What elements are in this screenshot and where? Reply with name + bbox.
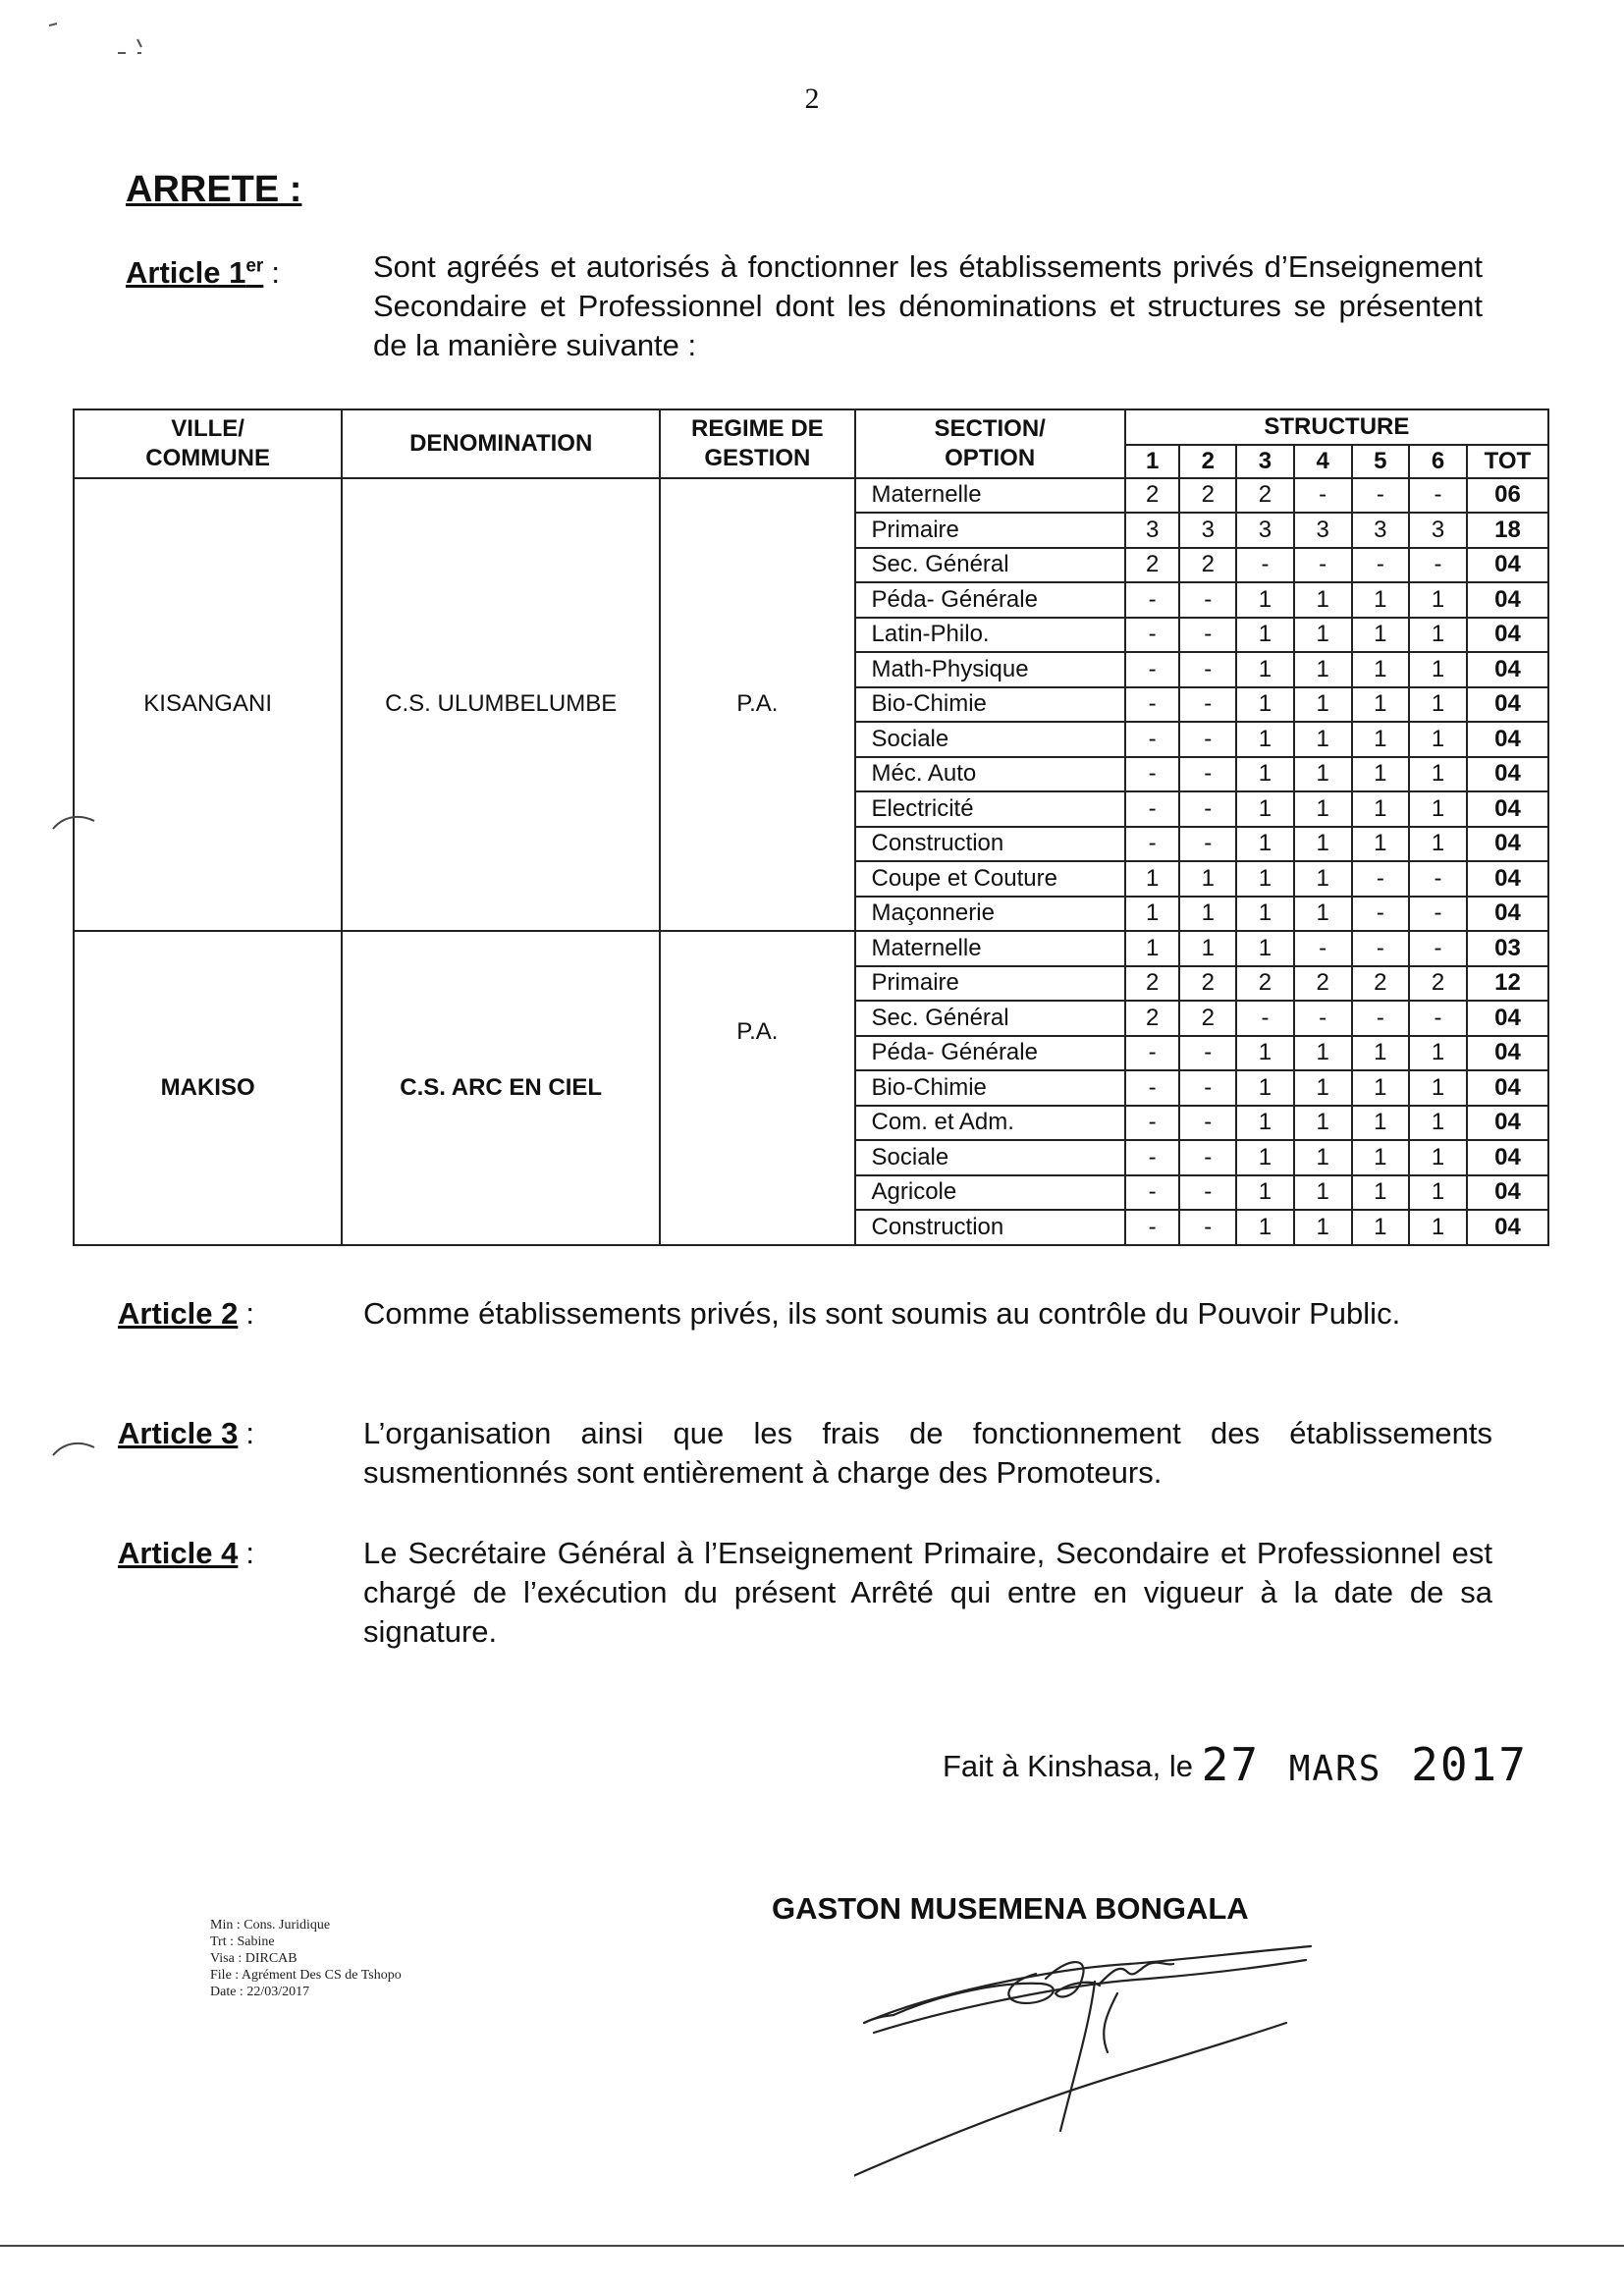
- reference-line: File : Agrément Des CS de Tshopo: [210, 1968, 402, 1983]
- year-4-cell: 1: [1294, 1070, 1352, 1106]
- year-3-cell: 1: [1236, 618, 1294, 653]
- year-2-cell: -: [1179, 1175, 1236, 1211]
- year-5-cell: -: [1352, 1001, 1410, 1036]
- total-cell: 04: [1467, 1001, 1548, 1036]
- option-cell: Coupe et Couture: [855, 861, 1125, 897]
- option-cell: Com. et Adm.: [855, 1106, 1125, 1141]
- year-6-cell: -: [1409, 931, 1467, 966]
- total-cell: 04: [1467, 757, 1548, 792]
- total-cell: 04: [1467, 548, 1548, 583]
- year-2-cell: 2: [1179, 478, 1236, 514]
- total-cell: 04: [1467, 1070, 1548, 1106]
- denomination-cell: C.S. ULUMBELUMBE: [342, 478, 660, 932]
- article-1-label: [126, 247, 371, 293]
- year-6-cell: -: [1409, 548, 1467, 583]
- total-cell: 04: [1467, 687, 1548, 723]
- article-1-label-sup: er: [245, 256, 264, 277]
- year-3-cell: 1: [1236, 1140, 1294, 1175]
- year-5-cell: -: [1352, 931, 1410, 966]
- year-4-cell: 1: [1294, 1210, 1352, 1245]
- year-4-cell: 1: [1294, 1175, 1352, 1211]
- year-4-cell: 1: [1294, 652, 1352, 687]
- hole-punch-mark-icon: [49, 1434, 108, 1463]
- header-year-1: 1: [1125, 445, 1180, 478]
- regime-cell: P.A.: [660, 931, 854, 1245]
- article-1-colon: :: [271, 255, 280, 291]
- year-5-cell: 1: [1352, 1070, 1410, 1106]
- year-4-cell: 1: [1294, 827, 1352, 862]
- ville-cell: KISANGANI: [74, 478, 342, 932]
- option-cell: Bio-Chimie: [855, 687, 1125, 723]
- year-2-cell: -: [1179, 1070, 1236, 1106]
- year-3-cell: 1: [1236, 791, 1294, 827]
- date-day: 27: [1201, 1738, 1261, 1791]
- year-2-cell: -: [1179, 827, 1236, 862]
- total-cell: 06: [1467, 478, 1548, 514]
- header-ville: [74, 409, 342, 478]
- year-2-cell: -: [1179, 757, 1236, 792]
- option-cell: Péda- Générale: [855, 1036, 1125, 1071]
- year-3-cell: 1: [1236, 582, 1294, 618]
- year-5-cell: 1: [1352, 618, 1410, 653]
- year-2-cell: -: [1179, 618, 1236, 653]
- year-4-cell: 1: [1294, 757, 1352, 792]
- article-2: [118, 1294, 1492, 1334]
- year-5-cell: 1: [1352, 1175, 1410, 1211]
- year-3-cell: 1: [1236, 687, 1294, 723]
- article-2-colon: :: [245, 1296, 254, 1331]
- year-2-cell: 1: [1179, 897, 1236, 932]
- year-3-cell: -: [1236, 548, 1294, 583]
- header-ville-line2: COMMUNE: [145, 444, 270, 471]
- header-structure: STRUCTURE: [1125, 409, 1548, 445]
- header-year-5: 5: [1352, 445, 1410, 478]
- year-5-cell: 1: [1352, 791, 1410, 827]
- total-cell: 04: [1467, 652, 1548, 687]
- article-2-label-text: Article 2: [118, 1296, 239, 1331]
- year-5-cell: 1: [1352, 1106, 1410, 1141]
- year-2-cell: -: [1179, 687, 1236, 723]
- year-4-cell: 1: [1294, 722, 1352, 757]
- header-year-4: 4: [1294, 445, 1352, 478]
- year-6-cell: 1: [1409, 1210, 1467, 1245]
- year-5-cell: 1: [1352, 757, 1410, 792]
- option-cell: Péda- Générale: [855, 582, 1125, 618]
- year-2-cell: -: [1179, 582, 1236, 618]
- total-cell: 04: [1467, 1175, 1548, 1211]
- year-3-cell: 1: [1236, 861, 1294, 897]
- ville-cell: MAKISO: [74, 931, 342, 1245]
- article-4: [118, 1534, 1492, 1652]
- year-6-cell: 1: [1409, 791, 1467, 827]
- article-2-label: [118, 1294, 363, 1334]
- article-3-label: [118, 1414, 363, 1453]
- option-cell: Construction: [855, 1210, 1125, 1245]
- reference-line: Visa : DIRCAB: [210, 1951, 298, 1966]
- option-cell: Maternelle: [855, 478, 1125, 514]
- header-tot: TOT: [1467, 445, 1548, 478]
- year-4-cell: -: [1294, 478, 1352, 514]
- reference-line: Trt : Sabine: [210, 1934, 275, 1949]
- header-year-2: 2: [1179, 445, 1236, 478]
- year-5-cell: 3: [1352, 513, 1410, 548]
- closing-date-line: [943, 1738, 1528, 1791]
- year-6-cell: 1: [1409, 1106, 1467, 1141]
- year-2-cell: -: [1179, 791, 1236, 827]
- year-2-cell: -: [1179, 652, 1236, 687]
- total-cell: 04: [1467, 1036, 1548, 1071]
- year-4-cell: -: [1294, 931, 1352, 966]
- header-section: [855, 409, 1125, 478]
- year-4-cell: 1: [1294, 861, 1352, 897]
- date-stamp: [1202, 1738, 1528, 1791]
- total-cell: 03: [1467, 931, 1548, 966]
- year-3-cell: 1: [1236, 1210, 1294, 1245]
- year-1-cell: -: [1125, 652, 1180, 687]
- year-1-cell: -: [1125, 757, 1180, 792]
- year-5-cell: -: [1352, 478, 1410, 514]
- year-6-cell: 1: [1409, 582, 1467, 618]
- year-3-cell: 1: [1236, 897, 1294, 932]
- year-3-cell: 3: [1236, 513, 1294, 548]
- year-2-cell: 2: [1179, 1001, 1236, 1036]
- header-ville-line1: VILLE/: [171, 414, 244, 442]
- article-3-colon: :: [245, 1416, 254, 1450]
- closing-place-text: Fait à Kinshasa, le: [943, 1749, 1194, 1783]
- year-1-cell: -: [1125, 791, 1180, 827]
- option-cell: Latin-Philo.: [855, 618, 1125, 653]
- year-1-cell: 2: [1125, 548, 1180, 583]
- year-5-cell: 1: [1352, 652, 1410, 687]
- option-cell: Bio-Chimie: [855, 1070, 1125, 1106]
- year-6-cell: 1: [1409, 618, 1467, 653]
- header-section-line1: SECTION/: [934, 414, 1046, 442]
- signature-image: [854, 1925, 1326, 2180]
- option-cell: Sec. Général: [855, 548, 1125, 583]
- year-4-cell: -: [1294, 1001, 1352, 1036]
- year-5-cell: 1: [1352, 582, 1410, 618]
- year-1-cell: -: [1125, 1140, 1180, 1175]
- footer-rule: [0, 2245, 1624, 2247]
- year-4-cell: 1: [1294, 1140, 1352, 1175]
- reference-line: Min : Cons. Juridique: [210, 1918, 331, 1933]
- total-cell: 04: [1467, 861, 1548, 897]
- scan-mark-icon: [39, 20, 157, 59]
- article-3-text: L’organisation ainsi que les frais de fonctionnement des établissements susmentionnés sont entièrement à charge des Promoteurs.: [363, 1416, 1492, 1490]
- option-cell: Primaire: [855, 513, 1125, 548]
- year-2-cell: -: [1179, 1106, 1236, 1141]
- year-3-cell: 1: [1236, 931, 1294, 966]
- year-6-cell: 1: [1409, 757, 1467, 792]
- year-1-cell: 2: [1125, 966, 1180, 1002]
- option-cell: Math-Physique: [855, 652, 1125, 687]
- year-1-cell: 1: [1125, 897, 1180, 932]
- year-5-cell: 1: [1352, 827, 1410, 862]
- year-6-cell: -: [1409, 1001, 1467, 1036]
- year-4-cell: 1: [1294, 582, 1352, 618]
- year-2-cell: -: [1179, 1140, 1236, 1175]
- article-4-text: Le Secrétaire Général à l’Enseignement Primaire, Secondaire et Professionnel est chargé de l’exécution du présent Arrêté qui entre en vigueur à la date de sa signature.: [363, 1536, 1492, 1649]
- year-6-cell: 1: [1409, 687, 1467, 723]
- year-6-cell: -: [1409, 897, 1467, 932]
- option-cell: Maçonnerie: [855, 897, 1125, 932]
- option-cell: Maternelle: [855, 931, 1125, 966]
- year-6-cell: -: [1409, 861, 1467, 897]
- year-6-cell: 1: [1409, 1070, 1467, 1106]
- year-1-cell: -: [1125, 722, 1180, 757]
- year-1-cell: 2: [1125, 1001, 1180, 1036]
- year-6-cell: -: [1409, 478, 1467, 514]
- article-3-label-text: Article 3: [118, 1416, 239, 1450]
- header-denomination: DENOMINATION: [342, 409, 660, 478]
- year-1-cell: 1: [1125, 861, 1180, 897]
- year-4-cell: 1: [1294, 1036, 1352, 1071]
- reference-block: [210, 1917, 402, 2000]
- year-3-cell: 1: [1236, 1175, 1294, 1211]
- year-3-cell: 1: [1236, 1070, 1294, 1106]
- year-3-cell: 1: [1236, 827, 1294, 862]
- arrete-title: ARRETE :: [126, 169, 302, 210]
- option-cell: Electricité: [855, 791, 1125, 827]
- year-4-cell: 1: [1294, 687, 1352, 723]
- year-2-cell: 1: [1179, 931, 1236, 966]
- year-3-cell: 1: [1236, 1036, 1294, 1071]
- year-2-cell: 1: [1179, 861, 1236, 897]
- year-5-cell: 2: [1352, 966, 1410, 1002]
- year-1-cell: -: [1125, 618, 1180, 653]
- year-6-cell: 1: [1409, 827, 1467, 862]
- option-cell: Construction: [855, 827, 1125, 862]
- year-3-cell: 1: [1236, 652, 1294, 687]
- year-4-cell: 1: [1294, 897, 1352, 932]
- year-3-cell: -: [1236, 1001, 1294, 1036]
- year-2-cell: -: [1179, 1210, 1236, 1245]
- year-4-cell: 3: [1294, 513, 1352, 548]
- header-regime-line1: REGIME DE: [690, 414, 824, 442]
- year-1-cell: -: [1125, 827, 1180, 862]
- year-3-cell: 1: [1236, 757, 1294, 792]
- total-cell: 04: [1467, 827, 1548, 862]
- total-cell: 12: [1467, 966, 1548, 1002]
- article-4-label-text: Article 4: [118, 1536, 239, 1570]
- year-2-cell: 3: [1179, 513, 1236, 548]
- option-cell: Sociale: [855, 1140, 1125, 1175]
- reference-line: Date : 22/03/2017: [210, 1985, 310, 1999]
- total-cell: 04: [1467, 618, 1548, 653]
- year-5-cell: 1: [1352, 1036, 1410, 1071]
- article-1-text: Sont agréés et autorisés à fonctionner les établissements privés d’Enseignement Secondaire et Professionnel dont les dénominations et structures se présentent de la manière suivante :: [373, 249, 1483, 362]
- year-5-cell: -: [1352, 897, 1410, 932]
- year-5-cell: 1: [1352, 722, 1410, 757]
- article-1-label-text: Article 1: [126, 255, 246, 291]
- year-1-cell: -: [1125, 687, 1180, 723]
- year-1-cell: -: [1125, 1106, 1180, 1141]
- header-section-line2: OPTION: [945, 444, 1036, 471]
- total-cell: 04: [1467, 791, 1548, 827]
- year-6-cell: 1: [1409, 652, 1467, 687]
- signer-name: GASTON MUSEMENA BONGALA: [772, 1891, 1249, 1926]
- total-cell: 04: [1467, 897, 1548, 932]
- year-5-cell: 1: [1352, 1210, 1410, 1245]
- denomination-cell: C.S. ARC EN CIEL: [342, 931, 660, 1245]
- year-5-cell: -: [1352, 548, 1410, 583]
- article-3: [118, 1414, 1492, 1493]
- total-cell: 04: [1467, 582, 1548, 618]
- article-4-label: [118, 1534, 363, 1573]
- year-1-cell: -: [1125, 1070, 1180, 1106]
- option-cell: Méc. Auto: [855, 757, 1125, 792]
- article-4-colon: :: [245, 1536, 254, 1570]
- option-cell: Sec. Général: [855, 1001, 1125, 1036]
- date-month: MARS: [1288, 1749, 1382, 1789]
- header-year-6: 6: [1409, 445, 1467, 478]
- year-5-cell: -: [1352, 861, 1410, 897]
- year-4-cell: 1: [1294, 791, 1352, 827]
- table-row: [74, 478, 1548, 514]
- year-2-cell: 2: [1179, 548, 1236, 583]
- year-1-cell: 1: [1125, 931, 1180, 966]
- year-6-cell: 1: [1409, 1140, 1467, 1175]
- year-3-cell: 1: [1236, 722, 1294, 757]
- total-cell: 04: [1467, 1210, 1548, 1245]
- year-3-cell: 2: [1236, 478, 1294, 514]
- year-1-cell: -: [1125, 1175, 1180, 1211]
- year-5-cell: 1: [1352, 687, 1410, 723]
- header-regime: [660, 409, 854, 478]
- year-1-cell: 3: [1125, 513, 1180, 548]
- year-4-cell: 1: [1294, 1106, 1352, 1141]
- year-1-cell: -: [1125, 1036, 1180, 1071]
- year-3-cell: 1: [1236, 1106, 1294, 1141]
- year-2-cell: -: [1179, 1036, 1236, 1071]
- year-6-cell: 2: [1409, 966, 1467, 1002]
- year-2-cell: -: [1179, 722, 1236, 757]
- header-year-3: 3: [1236, 445, 1294, 478]
- year-4-cell: 2: [1294, 966, 1352, 1002]
- year-5-cell: 1: [1352, 1140, 1410, 1175]
- year-4-cell: -: [1294, 548, 1352, 583]
- total-cell: 04: [1467, 722, 1548, 757]
- total-cell: 04: [1467, 1106, 1548, 1141]
- page-number: 2: [804, 82, 820, 115]
- year-6-cell: 3: [1409, 513, 1467, 548]
- year-3-cell: 2: [1236, 966, 1294, 1002]
- regime-cell: P.A.: [660, 478, 854, 932]
- option-cell: Primaire: [855, 966, 1125, 1002]
- year-6-cell: 1: [1409, 1175, 1467, 1211]
- date-year: 2017: [1411, 1738, 1528, 1791]
- total-cell: 04: [1467, 1140, 1548, 1175]
- table-row: [74, 931, 1548, 966]
- option-cell: Agricole: [855, 1175, 1125, 1211]
- year-6-cell: 1: [1409, 722, 1467, 757]
- header-regime-line2: GESTION: [704, 444, 811, 471]
- year-1-cell: -: [1125, 582, 1180, 618]
- article-1: [126, 247, 1500, 365]
- structure-table: [73, 408, 1549, 1246]
- total-cell: 18: [1467, 513, 1548, 548]
- article-2-text: Comme établissements privés, ils sont soumis au contrôle du Pouvoir Public.: [363, 1296, 1401, 1331]
- hole-punch-mark-icon: [49, 807, 108, 837]
- year-6-cell: 1: [1409, 1036, 1467, 1071]
- year-2-cell: 2: [1179, 966, 1236, 1002]
- year-1-cell: 2: [1125, 478, 1180, 514]
- year-1-cell: -: [1125, 1210, 1180, 1245]
- option-cell: Sociale: [855, 722, 1125, 757]
- year-4-cell: 1: [1294, 618, 1352, 653]
